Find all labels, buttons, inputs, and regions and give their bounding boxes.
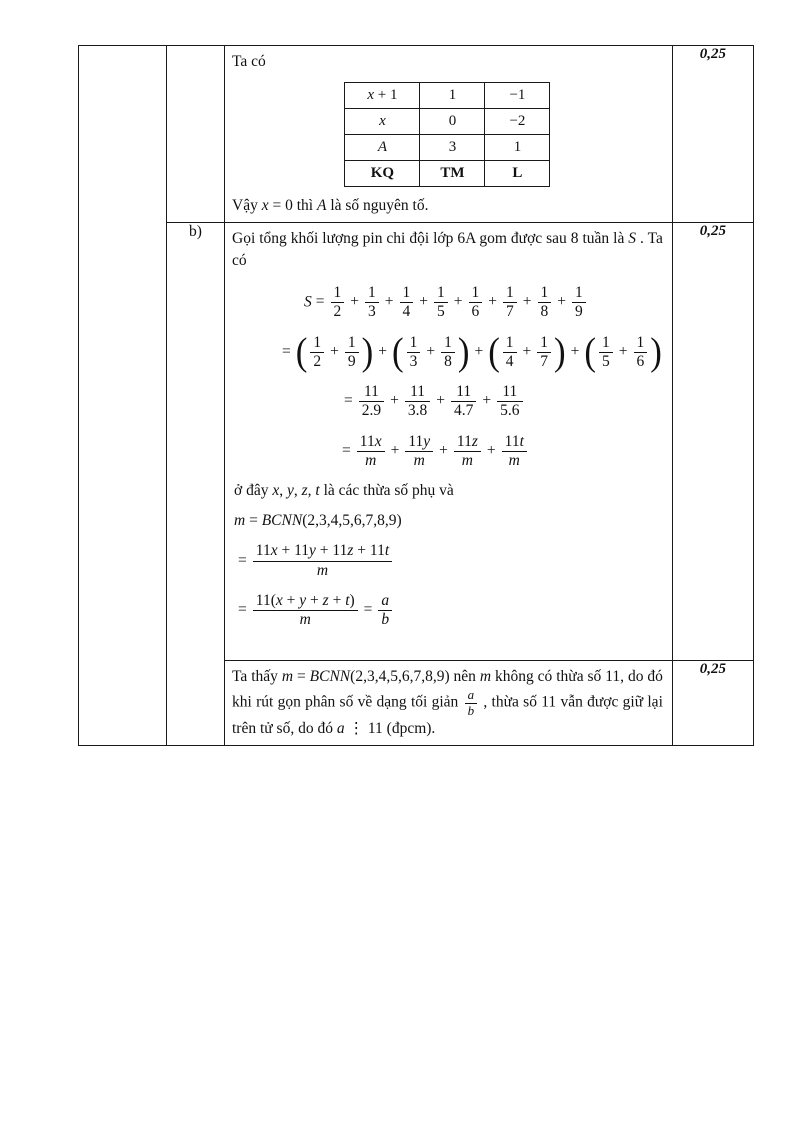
fraction: $\frac{11}{3.8}$ xyxy=(405,383,430,421)
value-table-cell: 0 xyxy=(420,109,485,135)
math-line-1: S = $\frac{1}{2}$ + $\frac{1}{3}$ + $\frac{1}{4}$ + $\frac{1}{5}$ + $\frac{1}{6}$ + $\frac{1}{7}$ + $\frac{1}{8}$ + $\frac{1}{9}$ xyxy=(232,284,663,322)
fraction: $\frac{1}{2}$ xyxy=(331,284,345,322)
value-table-row xyxy=(345,161,550,187)
points-cell-1: 0,25 xyxy=(672,46,753,223)
fraction: $\frac{1}{5}$ xyxy=(434,284,448,322)
fraction: $\frac{1}{8}$ xyxy=(538,284,552,322)
value-table-row xyxy=(345,135,550,161)
part-a-label-cell xyxy=(167,46,225,223)
fraction: $\frac{1}{9}$ xyxy=(572,284,586,322)
math-line-6: m = BCNN(2,3,4,5,6,7,8,9) xyxy=(234,512,402,530)
fraction: $\frac{11}{4.7}$ xyxy=(451,383,476,421)
row1-intro: Ta có xyxy=(232,53,266,70)
points-cell-3: 0,25 xyxy=(672,661,753,746)
math-line-2: = ( $\frac{1}{2}$ + $\frac{1}{9}$ ) + ( $\frac{1}{3}$ + $\frac{1}{8}$ ) + ( $\frac{1}{4}$ + $\frac{1}{7}$ ) + ( $\frac{1}{5}$ + $\frac{1}{6}$ ) xyxy=(282,329,662,374)
table-row-2 xyxy=(79,223,754,661)
value-table-row xyxy=(345,83,550,109)
fraction: $\frac{1}{6}$ xyxy=(634,334,648,372)
fraction: $\frac{11z}{m}$ xyxy=(454,433,481,471)
value-table-cell: x xyxy=(345,109,420,135)
value-table-cell: A xyxy=(345,135,420,161)
answer-key-table xyxy=(78,45,754,746)
solution-b-intro: Gọi tổng khối lượng pin chi đội lớp 6A gom được sau 8 tuần là S . Ta có xyxy=(232,230,663,269)
row1-conclusion: Vậy x = 0 thì A là số nguyên tố. xyxy=(232,197,429,214)
value-table-cell: 3 xyxy=(420,135,485,161)
fraction: $\frac{11}{2.9}$ xyxy=(359,383,384,421)
fraction: $\frac{1}{8}$ xyxy=(441,334,455,372)
question-number-cell xyxy=(79,46,167,746)
fraction: $\frac{11}{5.6}$ xyxy=(497,383,522,421)
fraction: $\frac{1}{7}$ xyxy=(537,334,551,372)
value-table-row xyxy=(345,109,550,135)
table-row-1 xyxy=(79,46,754,223)
value-table-cell: 1 xyxy=(420,83,485,109)
math-line-4: = $\frac{11x}{m}$ + $\frac{11y}{m}$ + $\frac{11z}{m}$ + $\frac{11t}{m}$ xyxy=(232,433,663,471)
row3-paragraph: Ta thấy m = BCNN(2,3,4,5,6,7,8,9) nên m không có thừa số 11, do đó khi rút gọn phân số về dạng tối giản $\frac{a}{b}$ , thừa số 11 vẫn được giữ lại trên tử số, do đó a ⋮ 11 (đpcm). xyxy=(232,668,663,738)
fraction: $\frac{1}{3}$ xyxy=(407,334,421,372)
value-table-cell: x + 1 xyxy=(345,83,420,109)
fraction: $\frac{11x}{m}$ xyxy=(357,433,385,471)
solution-cell-3 xyxy=(225,661,673,746)
value-table-cell: 1 xyxy=(485,135,550,161)
fraction: $\frac{1}{4}$ xyxy=(503,334,517,372)
fraction: $\frac{1}{6}$ xyxy=(469,284,483,322)
fraction: $\frac{1}{7}$ xyxy=(503,284,517,322)
fraction: $\frac{11t}{m}$ xyxy=(502,433,527,471)
fraction: $\frac{11y}{m}$ xyxy=(405,433,433,471)
part-b-label: b) xyxy=(167,223,225,746)
value-table-cell: −1 xyxy=(485,83,550,109)
fraction: $\frac{11x + 11y + 11z + 11t}{m}$ xyxy=(253,542,392,580)
value-table-cell: L xyxy=(485,161,550,187)
value-table-cell: KQ xyxy=(345,161,420,187)
fraction: $\frac{a}{b}$ xyxy=(378,592,392,630)
fraction: $\frac{1}{5}$ xyxy=(599,334,613,372)
value-table-cell: TM xyxy=(420,161,485,187)
fraction: $\frac{1}{3}$ xyxy=(365,284,379,322)
fraction: $\frac{a}{b}$ xyxy=(465,688,478,718)
fraction: $\frac{1}{2}$ xyxy=(310,334,324,372)
fraction: $\frac{1}{9}$ xyxy=(345,334,359,372)
math-line-7: = $\frac{11x + 11y + 11z + 11t}{m}$ xyxy=(232,542,663,580)
points-cell-2: 0,25 xyxy=(672,223,753,661)
math-line-8: = $\frac{11(x + y + z + t)}{m}$ = $\frac{a}{b}$ xyxy=(232,592,663,630)
solution-cell-1 xyxy=(225,46,673,223)
math-line-3: = $\frac{11}{2.9}$ + $\frac{11}{3.8}$ + $\frac{11}{4.7}$ + $\frac{11}{5.6}$ xyxy=(232,383,663,421)
solution-cell-2 xyxy=(225,223,673,661)
value-table xyxy=(344,82,550,187)
value-table-cell: −2 xyxy=(485,109,550,135)
fraction: $\frac{11(x + y + z + t)}{m}$ xyxy=(253,592,358,630)
fraction: $\frac{1}{4}$ xyxy=(400,284,414,322)
math-line-5: ở đây x, y, z, t là các thừa số phụ và xyxy=(234,482,454,500)
